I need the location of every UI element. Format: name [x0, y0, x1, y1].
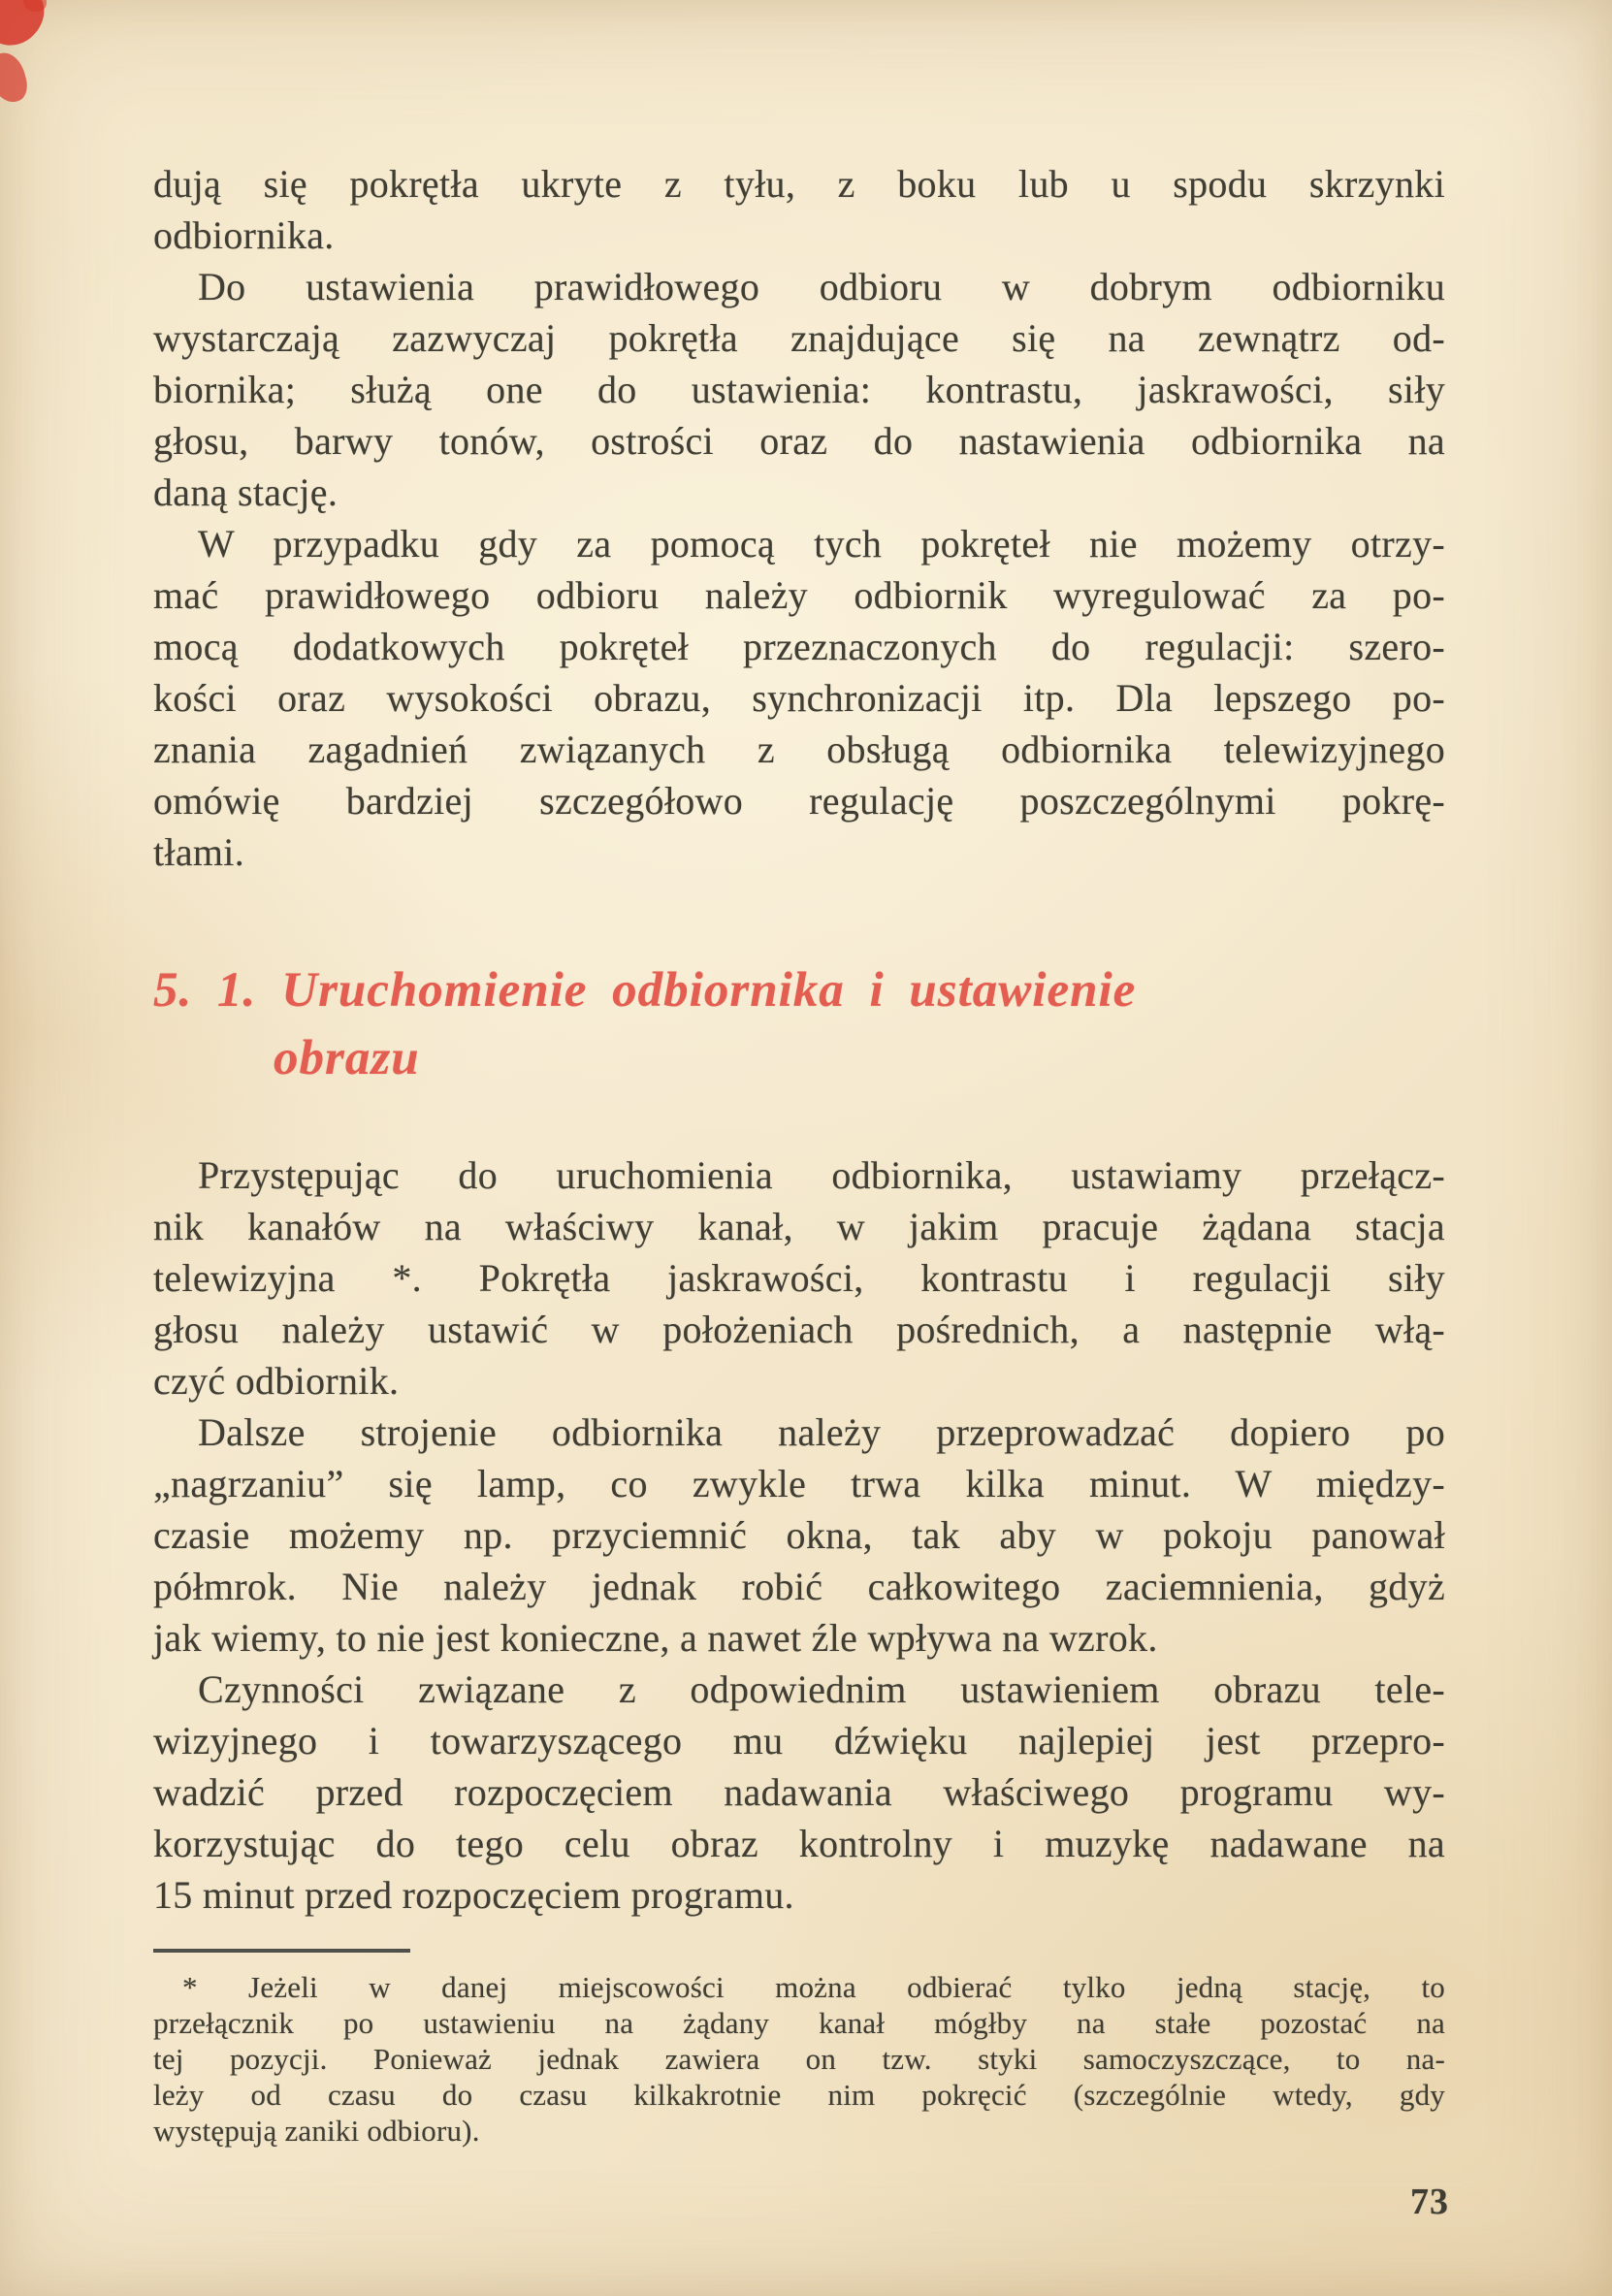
footnote-paragraph	[153, 1969, 1445, 2149]
text-line: odbiornika.	[153, 213, 335, 257]
text-line: wizyjnego i towarzyszącego mu dźwięku najlepiej jest przepro-	[153, 1719, 1445, 1762]
text-line: Dalsze strojenie odbiornika należy przeprowadzać dopiero po	[198, 1410, 1445, 1454]
text-line: mocą dodatkowych pokręteł przeznaczonych do regulacji: szero-	[153, 625, 1445, 668]
section-heading-line1	[153, 956, 1445, 1024]
text-line: czasie możemy np. przyciemnić okna, tak aby w pokoju panował	[153, 1513, 1445, 1557]
paragraph-tuning	[153, 1407, 1445, 1664]
text-line: półmrok. Nie należy jednak robić całkowitego zaciemnienia, gdyż	[153, 1565, 1445, 1608]
text-line: Czynności związane z odpowiednim ustawieniem obrazu tele-	[198, 1667, 1445, 1711]
text-line: znania zagadnień związanych z obsługą odbiornika telewizyjnego	[153, 728, 1445, 771]
footnote-rule	[153, 1949, 410, 1953]
text-line: kości oraz wysokości obrazu, synchronizacji itp. Dla lepszego po-	[153, 676, 1445, 720]
paragraph-test-picture	[153, 1664, 1445, 1921]
text-line: * Jeżeli w danej miejscowości można odbierać tylko jedną stację, to	[182, 1970, 1445, 2004]
text-line: leży od czasu do czasu kilkakrotnie nim pokręcić (szczególnie wtedy, gdy	[153, 2078, 1445, 2112]
text-line: 15 minut przed rozpoczęciem programu.	[153, 1873, 794, 1917]
text-line: Do ustawienia prawidłowego odbioru w dobrym odbiorniku	[198, 265, 1445, 308]
text-line: głosu należy ustawić w położeniach pośrednich, a następnie włą-	[153, 1308, 1445, 1351]
text-line: W przypadku gdy za pomocą tych pokręteł nie możemy otrzy-	[198, 522, 1445, 566]
text-line: przełącznik po ustawieniu na żądany kanał mógłby na stałe pozostać na	[153, 2006, 1445, 2040]
section-heading	[153, 956, 1445, 1092]
text-line: tłami.	[153, 830, 245, 874]
text-line: występują zaniki odbioru).	[153, 2114, 480, 2148]
text-line: biornika; służą one do ustawienia: kontrastu, jaskrawości, siły	[153, 368, 1445, 411]
paragraph-controls-outside	[153, 261, 1445, 518]
red-ink-stain	[0, 49, 31, 106]
text-line: głosu, barwy tonów, ostrości oraz do nastawienia odbiornika na	[153, 419, 1445, 463]
text-line: telewizyjna *. Pokrętła jaskrawości, kontrastu i regulacji siły	[153, 1256, 1445, 1300]
text-line: wystarczają zazwyczaj pokrętła znajdujące się na zewnątrz od-	[153, 316, 1445, 360]
text-line: daną stację.	[153, 470, 339, 514]
text-line: wadzić przed rozpoczęciem nadawania właściwego programu wy-	[153, 1770, 1445, 1814]
body-text-block-2	[153, 1149, 1445, 1921]
text-line: korzystując do tego celu obraz kontrolny i muzykę nadawane na	[153, 1822, 1445, 1865]
paragraph-startup	[153, 1149, 1445, 1407]
footnote	[153, 1969, 1445, 2149]
text-line: „nagrzaniu” się lamp, co zwykle trwa kilka minut. W między-	[153, 1462, 1445, 1505]
text-line: dują się pokrętła ukryte z tyłu, z boku lub u spodu skrzynki	[153, 162, 1445, 206]
text-line: mać prawidłowego odbioru należy odbiornik wyregulować za po-	[153, 573, 1445, 617]
text-line: jak wiemy, to nie jest konieczne, a nawet źle wpływa na wzrok.	[153, 1616, 1158, 1660]
text-line: omówię bardziej szczegółowo regulację poszczególnymi pokrę-	[153, 779, 1445, 823]
text-line: czyć odbiornik.	[153, 1359, 400, 1403]
text-line: tej pozycji. Ponieważ jednak zawiera on tzw. styki samoczyszczące, to na-	[153, 2042, 1445, 2076]
paragraph-continuation	[153, 158, 1445, 261]
section-title-text: Uruchomienie odbiornika i ustawienie	[281, 963, 1137, 1018]
text-line: nik kanałów na właściwy kanał, w jakim pracuje żądana stacja	[153, 1205, 1445, 1248]
section-heading-line2: obrazu	[274, 1031, 420, 1085]
body-text-block-1	[153, 158, 1445, 878]
paragraph-extra-knobs	[153, 518, 1445, 878]
section-number: 5. 1.	[153, 963, 257, 1018]
page-number: 73	[1410, 2182, 1449, 2222]
text-line: Przystępując do uruchomienia odbiornika, ustawiamy przełącz-	[198, 1153, 1445, 1197]
